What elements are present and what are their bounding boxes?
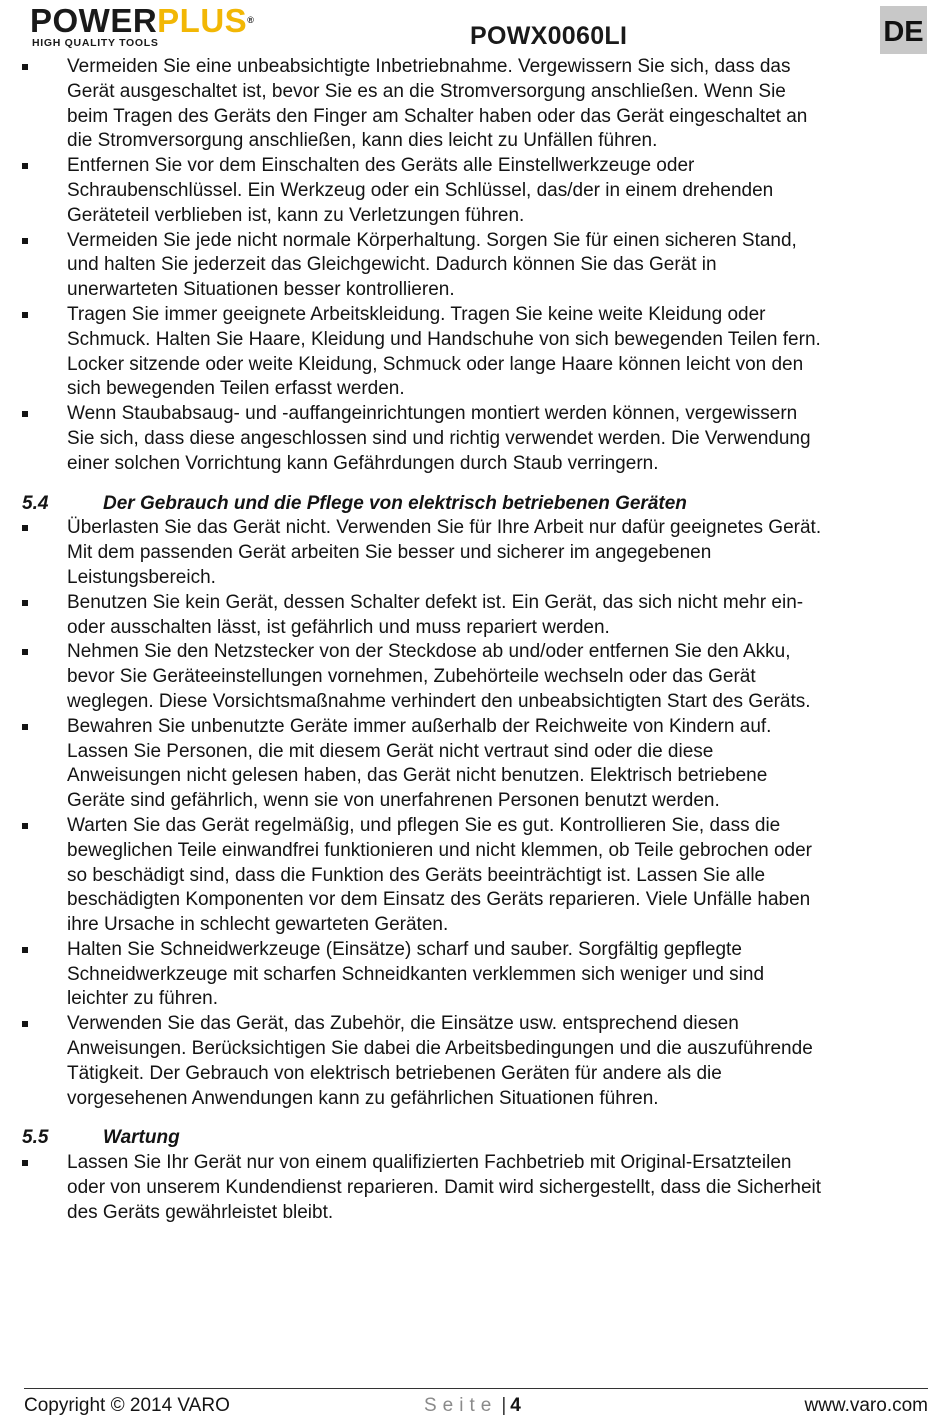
- bullet-list-5-4: [22, 516, 932, 1111]
- square-bullet-icon: [22, 64, 28, 70]
- page-separator: |: [501, 1395, 507, 1416]
- list-item-text: Warten Sie das Gerät regelmäßig, und pflegen Sie es gut. Kontrollieren Sie, dass die beweglichen Teile einwandfrei funktionieren und nicht klemmen, ob Teile gebrochen oder so beschädigt sind, dass die Funktion des Geräts beeinträchtigt ist. Lassen Sie alle beschädigten Komponenten vor dem Einsatz des Geräts reparieren. Viele Unfälle haben ihre Ursache in schlecht gewarteten Geräten.: [67, 814, 812, 936]
- list-item-text: Entfernen Sie vor dem Einschalten des Geräts alle Einstellwerkzeuge oder Schraubenschlüssel. Ein Werkzeug oder ein Schlüssel, das/der in einem drehenden Geräteteil verblieben ist, kann zu Verletzungen führen.: [67, 155, 774, 226]
- list-item-text: Wenn Staubabsaug- und -auffangeinrichtungen montiert werden können, vergewissern Sie sich, dass diese angeschlossen sind und richtig verwendet werden. Die Verwendung einer solchen Vorrichtung kann Gefährdungen durch Staub verringern.: [67, 403, 811, 474]
- list-item-text: Nehmen Sie den Netzstecker von der Steckdose ab und/oder entfernen Sie den Akku, bevor Sie Geräteeinstellungen vornehmen, Zubehörteile wechseln oder das Gerät weglegen. Diese Vorsichtsmaßnahme verhindert den unbeabsichtigten Start des Geräts.: [67, 641, 811, 712]
- list-item-text: Überlasten Sie das Gerät nicht. Verwenden Sie für Ihre Arbeit nur dafür geeignetes Gerät. Mit dem passenden Gerät arbeiten Sie besser und sicherer im angegebenen Leistungsbereich.: [67, 517, 822, 588]
- document-body: [22, 55, 932, 1226]
- model-number: POWX0060LI: [470, 22, 628, 50]
- list-item-text: Benutzen Sie kein Gerät, dessen Schalter defekt ist. Ein Gerät, das sich nicht mehr ein- oder ausschalten lässt, ist gefährlich und muss repariert werden.: [67, 591, 804, 638]
- square-bullet-icon: [22, 947, 28, 953]
- section-number: 5.4: [22, 492, 49, 514]
- list-item: [22, 303, 932, 402]
- list-item-text: Lassen Sie Ihr Gerät nur von einem qualifizierten Fachbetrieb mit Original-Ersatzteilen oder von unserem Kundendienst reparieren. Damit wird sichergestellt, dass die Sicherheit des Geräts gewährleistet bleibt.: [67, 1152, 822, 1223]
- logo-tagline: HIGH QUALITY TOOLS: [32, 37, 159, 49]
- logo-registered-mark: ®: [247, 15, 255, 25]
- square-bullet-icon: [22, 163, 28, 169]
- square-bullet-icon: [22, 649, 28, 655]
- page-footer: [24, 1388, 928, 1425]
- list-item: [22, 229, 932, 303]
- square-bullet-icon: [22, 312, 28, 318]
- page-header: [0, 0, 950, 56]
- website-link[interactable]: www.varo.com: [804, 1395, 928, 1416]
- list-item-text: Bewahren Sie unbenutzte Geräte immer außerhalb der Reichweite von Kindern auf. Lassen Sie Personen, die mit diesem Gerät nicht vertraut sind oder die diese Anweisungen nicht gelesen haben, das Gerät nicht benutzen. Elektrisch betriebene Geräte sind gefährlich, wenn sie von unerfahrenen Personen benutzt werden.: [67, 715, 772, 812]
- square-bullet-icon: [22, 525, 28, 531]
- list-item-text: Halten Sie Schneidwerkzeuge (Einsätze) scharf und sauber. Sorgfältig gepflegte Schneidwerkzeuge mit scharfen Schneidkanten verklemmen sich weniger und sind leichter zu führen.: [67, 938, 765, 1010]
- list-item: [22, 516, 932, 590]
- square-bullet-icon: [22, 1021, 28, 1027]
- list-item: [22, 55, 932, 154]
- list-item: [22, 1151, 932, 1225]
- square-bullet-icon: [22, 238, 28, 244]
- page-label: Seite: [424, 1395, 498, 1416]
- section-heading-5-4: [22, 492, 932, 517]
- list-item-text: Vermeiden Sie jede nicht normale Körperhaltung. Sorgen Sie für einen sicheren Stand, und halten Sie jederzeit das Gleichgewicht. Dadurch können Sie das Gerät in unerwarteten Situationen besser kontrollieren.: [67, 229, 797, 301]
- square-bullet-icon: [22, 411, 28, 417]
- section-title: Der Gebrauch und die Pflege von elektrisch betriebenen Geräten: [103, 492, 687, 514]
- list-item: [22, 640, 932, 714]
- logo-power-text: POWER: [30, 2, 158, 39]
- list-item-text: Verwenden Sie das Gerät, das Zubehör, die Einsätze usw. entsprechend diesen Anweisungen. Berücksichtigen Sie dabei die Arbeitsbedingungen und die auszuführende Tätigkeit. Der Gebrauch von elektrisch betriebenen Geräten für andere als die vorgesehenen Anwendungen kann zu gefährlichen Situationen führen.: [67, 1013, 813, 1109]
- square-bullet-icon: [22, 600, 28, 606]
- language-badge: DE: [880, 6, 927, 54]
- bullet-list-safety: [22, 55, 932, 477]
- powerplus-logo: [30, 4, 290, 48]
- page-number: 4: [510, 1395, 521, 1416]
- section-title: Wartung: [103, 1127, 180, 1149]
- list-item: [22, 814, 932, 938]
- bullet-list-5-5: [22, 1151, 932, 1225]
- copyright-text: Copyright © 2014 VARO: [24, 1395, 230, 1416]
- page-indicator: [424, 1395, 521, 1417]
- square-bullet-icon: [22, 1160, 28, 1166]
- list-item: [22, 715, 932, 814]
- list-item-text: Vermeiden Sie eine unbeabsichtigte Inbetriebnahme. Vergewissern Sie sich, dass das Gerät ausgeschaltet ist, bevor Sie es an die Stromversorgung anschließen. Wenn Sie beim Tragen des Geräts den Finger am Schalter haben oder das Gerät eingeschaltet an die Stromversorgung anschließen, kann dies leicht zu Unfällen führen.: [67, 56, 808, 152]
- list-item: [22, 938, 932, 1012]
- list-item: [22, 154, 932, 228]
- list-item: [22, 1012, 932, 1111]
- section-heading-5-5: [22, 1126, 932, 1151]
- logo-plus-text: PLUS: [157, 2, 248, 39]
- list-item: [22, 591, 932, 641]
- square-bullet-icon: [22, 724, 28, 730]
- list-item: [22, 402, 932, 476]
- square-bullet-icon: [22, 823, 28, 829]
- section-number: 5.5: [22, 1127, 49, 1149]
- list-item-text: Tragen Sie immer geeignete Arbeitskleidung. Tragen Sie keine weite Kleidung oder Schmuck. Halten Sie Haare, Kleidung und Handschuhe von sich bewegenden Teilen fern. Locker sitzende oder weite Kleidung, Schmuck oder lange Haare können leicht von den sich bewegenden Teilen erfasst werden.: [67, 303, 821, 400]
